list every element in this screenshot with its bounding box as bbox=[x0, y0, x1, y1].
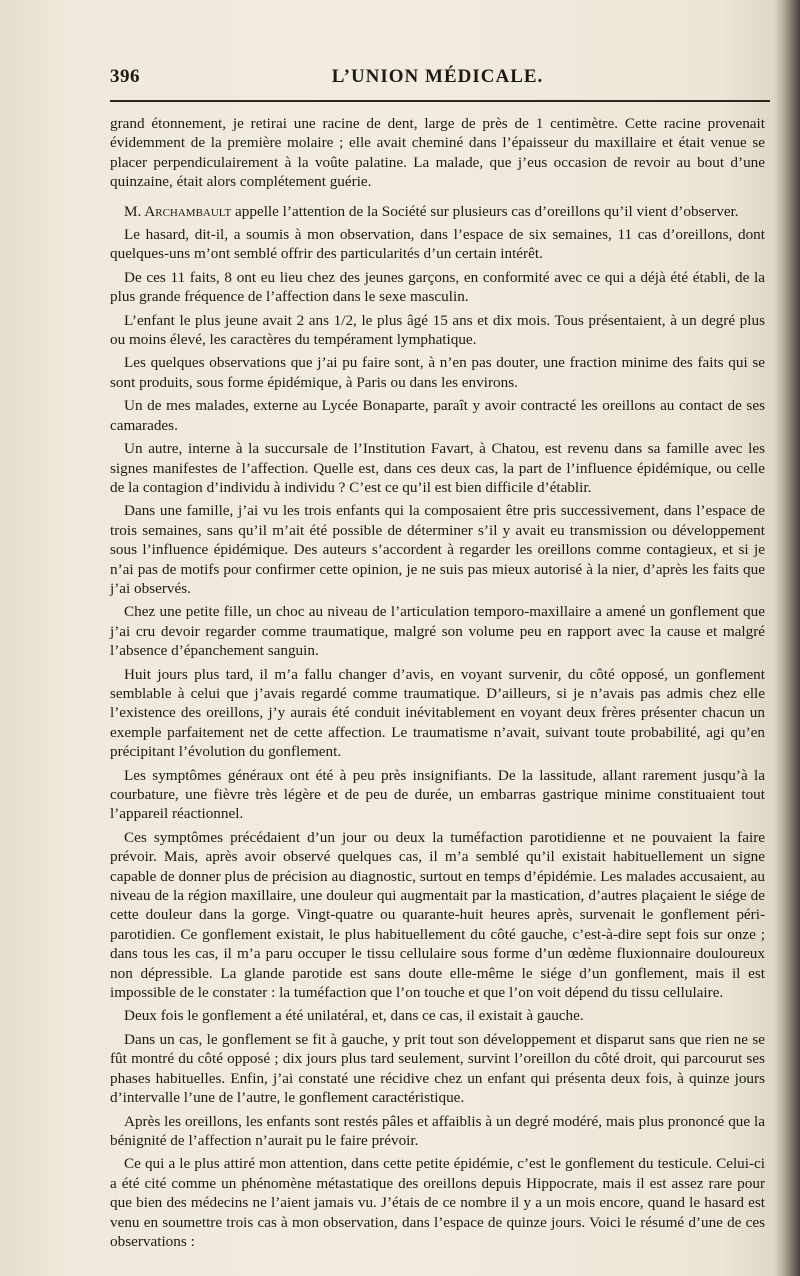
paragraph: De ces 11 faits, 8 ont eu lieu chez des jeunes garçons, en conformité avec ce qui a déjà été établi, de la plus grande fréquence de l’affection dans le sexe masculin. bbox=[110, 268, 765, 306]
paragraph-continuation: grand étonnement, je retirai une racine de dent, large de près de 1 centimètre. Cette racine provenait évidemment de la première molaire ; elle avait cheminé dans l’épaisseur du maxillaire et était venue se placer perpendiculairement à la voûte palatine. La malade, que j’eus occasion de revoir au bout d’une quinzaine, était alors complétement guérie. bbox=[110, 115, 765, 191]
paragraph: Chez une petite fille, un choc au niveau de l’articulation temporo-maxillaire a amené un gonflement que j’ai cru devoir regarder comme traumatique, malgré son volume peu en rapport avec la cause et malgré l’absence d’épanchement sanguin. bbox=[110, 603, 765, 660]
paragraph: Huit jours plus tard, il m’a fallu changer d’avis, en voyant survenir, du côté opposé, un gonflement semblable à celui que j’avais regardé comme traumatique. D’ailleurs, si je n’avais pas admis chez elle l’existence des oreillons, j’y aurais été conduit inévitablement en voyant deux frères présenter chacun un exemple parfaitement net de cette affection. Le traumatisme n’avait, suivant toute probabilité, agi qu’en précipitant l’évolution du gonflement. bbox=[110, 665, 765, 761]
paragraph: Dans un cas, le gonflement se fit à gauche, y prit tout son développement et disparut sans que rien ne se fût montré du côté opposé ; dix jours plus tard seulement, survint l’oreillon du côté droit, qui parcourut ses phases habituelles. Enfin, j’ai constaté une récidive chez un enfant qui présenta deux fois, à quinze jours d’intervalle l’une de l’autre, le gonflement caractéristique. bbox=[110, 1030, 765, 1107]
paragraph: Les quelques observations que j’ai pu faire sont, à n’en pas douter, une fraction minime des faits qui se sont produits, sous forme épidémique, à Paris ou dans les environs. bbox=[110, 354, 765, 391]
paragraph: Un autre, interne à la succursale de l’Institution Favart, à Chatou, est revenu dans sa famille avec les signes manifestes de l’affection. Quelle est, dans ces deux cas, la part de l’influence épidémique, ou celle de la contagion d’individu à individu ? C’est ce qu’il est bien difficile d’établir. bbox=[110, 440, 765, 496]
page-number: 396 bbox=[110, 66, 140, 87]
book-spine-shadow bbox=[774, 0, 800, 1276]
paragraph-speaker-intro bbox=[110, 202, 765, 221]
paragraph: Un de mes malades, externe au Lycée Bonaparte, paraît y avoir contracté les oreillons au contact de ses camarades. bbox=[110, 397, 765, 434]
paragraph: Après les oreillons, les enfants sont restés pâles et affaiblis à un degré modéré, mais plus prononcé que la bénignité de l’affection n’aurait pu le faire prévoir. bbox=[110, 1112, 765, 1149]
header-rule bbox=[110, 100, 770, 102]
running-title: L’UNION MÉDICALE. bbox=[331, 66, 544, 87]
paragraph: Deux fois le gonflement a été unilatéral, et, dans ce cas, il existait à gauche. bbox=[124, 1007, 584, 1025]
paragraph: Ces symptômes précédaient d’un jour ou deux la tuméfaction parotidienne et ne pouvaient la faire prévoir. Mais, après avoir observé quelques cas, il m’a semblé qu’il existait habituellement un signe capable de donner plus de précision au diagnostic, surtout en temps d’épidémie. Les malades accusaient, au niveau de la région maxillaire, une douleur qui augmentait par la mastication, d’autres plaçaient le siége de cette douleur dans la gorge. Vingt-quatre ou quarante-huit heures après, survenait le gonflement péri-parotidien. Ce gonflement existait, le plus habituellement du côté gauche, c’est-à-dire sept fois sur onze ; dans tous les cas, il m’a paru occuper le tissu cellulaire sous forme d’un œdème fluxionnaire douloureux non dépressible. La glande parotide est sans doute elle-même le siége d’un gonflement, mais il est impossible de le constater : la tuméfaction que l’on touche et que l’on voit dépend du tissu cellulaire. bbox=[110, 828, 765, 1002]
page-header bbox=[110, 60, 765, 94]
paragraph: Ce qui a le plus attiré mon attention, dans cette petite épidémie, c’est le gonflement du testicule. Celui-ci a été cité comme un phénomène métastatique des oreillons depuis Hippocrate, mais il est assez rare pour que bien des médecins ne l’aient jamais vu. J’étais de ce nombre il y a un mois encore, quand le hasard est venu en soumettre trois cas à mon observation, dans l’espace de quinze jours. Voici le résumé d’une de ces observations : bbox=[110, 1155, 765, 1250]
speaker-intro-text: appelle l’attention de la Société sur plusieurs cas d’oreillons qu’il vient d’observer. bbox=[231, 202, 739, 220]
article-body bbox=[110, 114, 765, 1251]
page-content bbox=[110, 60, 765, 1255]
paragraph: Les symptômes généraux ont été à peu près insignifiants. De la lassitude, allant rarement jusqu’à la courbature, une fièvre très légère et de peu de durée, un embarras gastrique minime constituaient tout l’appareil réactionnel. bbox=[110, 766, 765, 823]
paragraph: Le hasard, dit-il, a soumis à mon observation, dans l’espace de six semaines, 11 cas d’oreillons, dont quelques-uns m’ont semblé offrir des particularités d’un certain intérêt. bbox=[110, 226, 765, 263]
speaker-name: M. Archambault bbox=[124, 202, 232, 220]
paragraph: L’enfant le plus jeune avait 2 ans 1/2, le plus âgé 15 ans et dix mois. Tous présentaient, à un degré plus ou moins élevé, les caractères du tempérament lymphatique. bbox=[110, 311, 765, 349]
paragraph: Dans une famille, j’ai vu les trois enfants qui la composaient être pris successivement, dans l’espace de trois semaines, sans qu’il m’ait été possible de déterminer s’il y avait eu transmission ou développement sous l’influence épidémique. Des auteurs s’accordent à regarder les oreillons comme contagieux, et si je n’ai pas de motifs pour confirmer cette opinion, je ne suis pas mieux autorisé à la nier, d’après les faits que j’ai observés. bbox=[110, 502, 765, 597]
